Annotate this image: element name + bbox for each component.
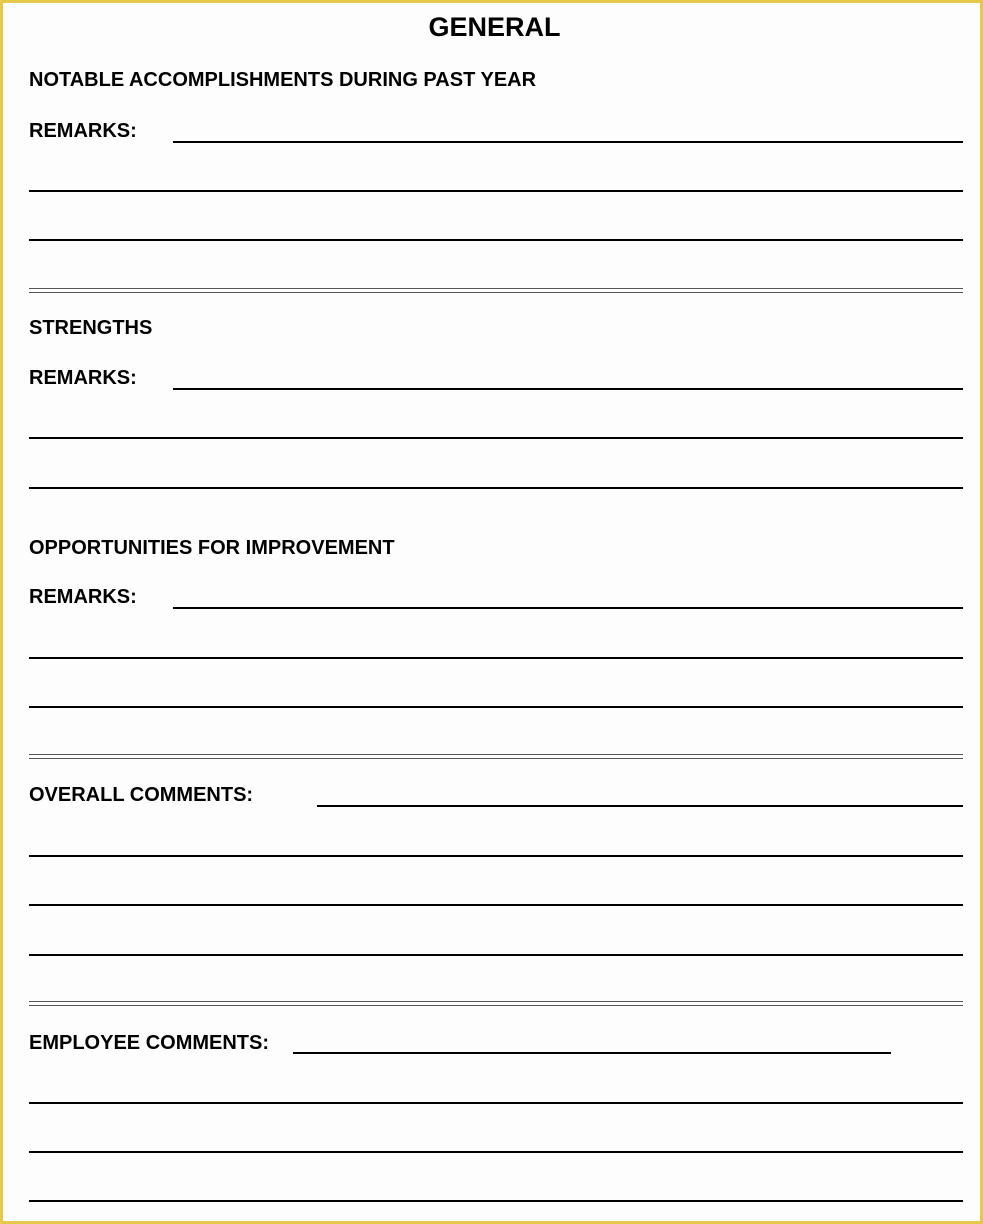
page-title: GENERAL	[428, 12, 561, 42]
strengths-heading: STRENGTHS	[29, 317, 153, 339]
accomplishments-remarks-line-1[interactable]	[173, 141, 963, 143]
improvement-remarks-line-1[interactable]	[173, 607, 963, 609]
accomplishments-heading: NOTABLE ACCOMPLISHMENTS DURING PAST YEAR	[29, 69, 537, 91]
improvement-remarks-line-3[interactable]	[29, 706, 963, 708]
overall-comments-label: OVERALL COMMENTS:	[29, 784, 254, 806]
section-divider	[29, 288, 963, 293]
employee-comments-line-1[interactable]	[293, 1052, 891, 1054]
strengths-remarks-line-3[interactable]	[29, 487, 963, 489]
strengths-remarks-line-2[interactable]	[29, 437, 963, 439]
overall-comments-line-2[interactable]	[29, 855, 963, 857]
overall-comments-line-4[interactable]	[29, 954, 963, 956]
employee-comments-line-3[interactable]	[29, 1151, 963, 1153]
employee-comments-line-4[interactable]	[29, 1200, 963, 1202]
accomplishments-remarks-line-3[interactable]	[29, 239, 963, 241]
improvement-heading: OPPORTUNITIES FOR IMPROVEMENT	[29, 537, 395, 559]
overall-comments-line-3[interactable]	[29, 904, 963, 906]
employee-comments-line-2[interactable]	[29, 1102, 963, 1104]
accomplishments-remarks-label: REMARKS:	[29, 120, 137, 142]
improvement-remarks-line-2[interactable]	[29, 657, 963, 659]
improvement-remarks-label: REMARKS:	[29, 586, 137, 608]
employee-comments-label: EMPLOYEE COMMENTS:	[29, 1032, 270, 1054]
accomplishments-remarks-line-2[interactable]	[29, 190, 963, 192]
overall-comments-line-1[interactable]	[317, 805, 963, 807]
section-divider	[29, 1001, 963, 1006]
strengths-remarks-line-1[interactable]	[173, 388, 963, 390]
strengths-remarks-label: REMARKS:	[29, 367, 137, 389]
section-divider	[29, 754, 963, 759]
